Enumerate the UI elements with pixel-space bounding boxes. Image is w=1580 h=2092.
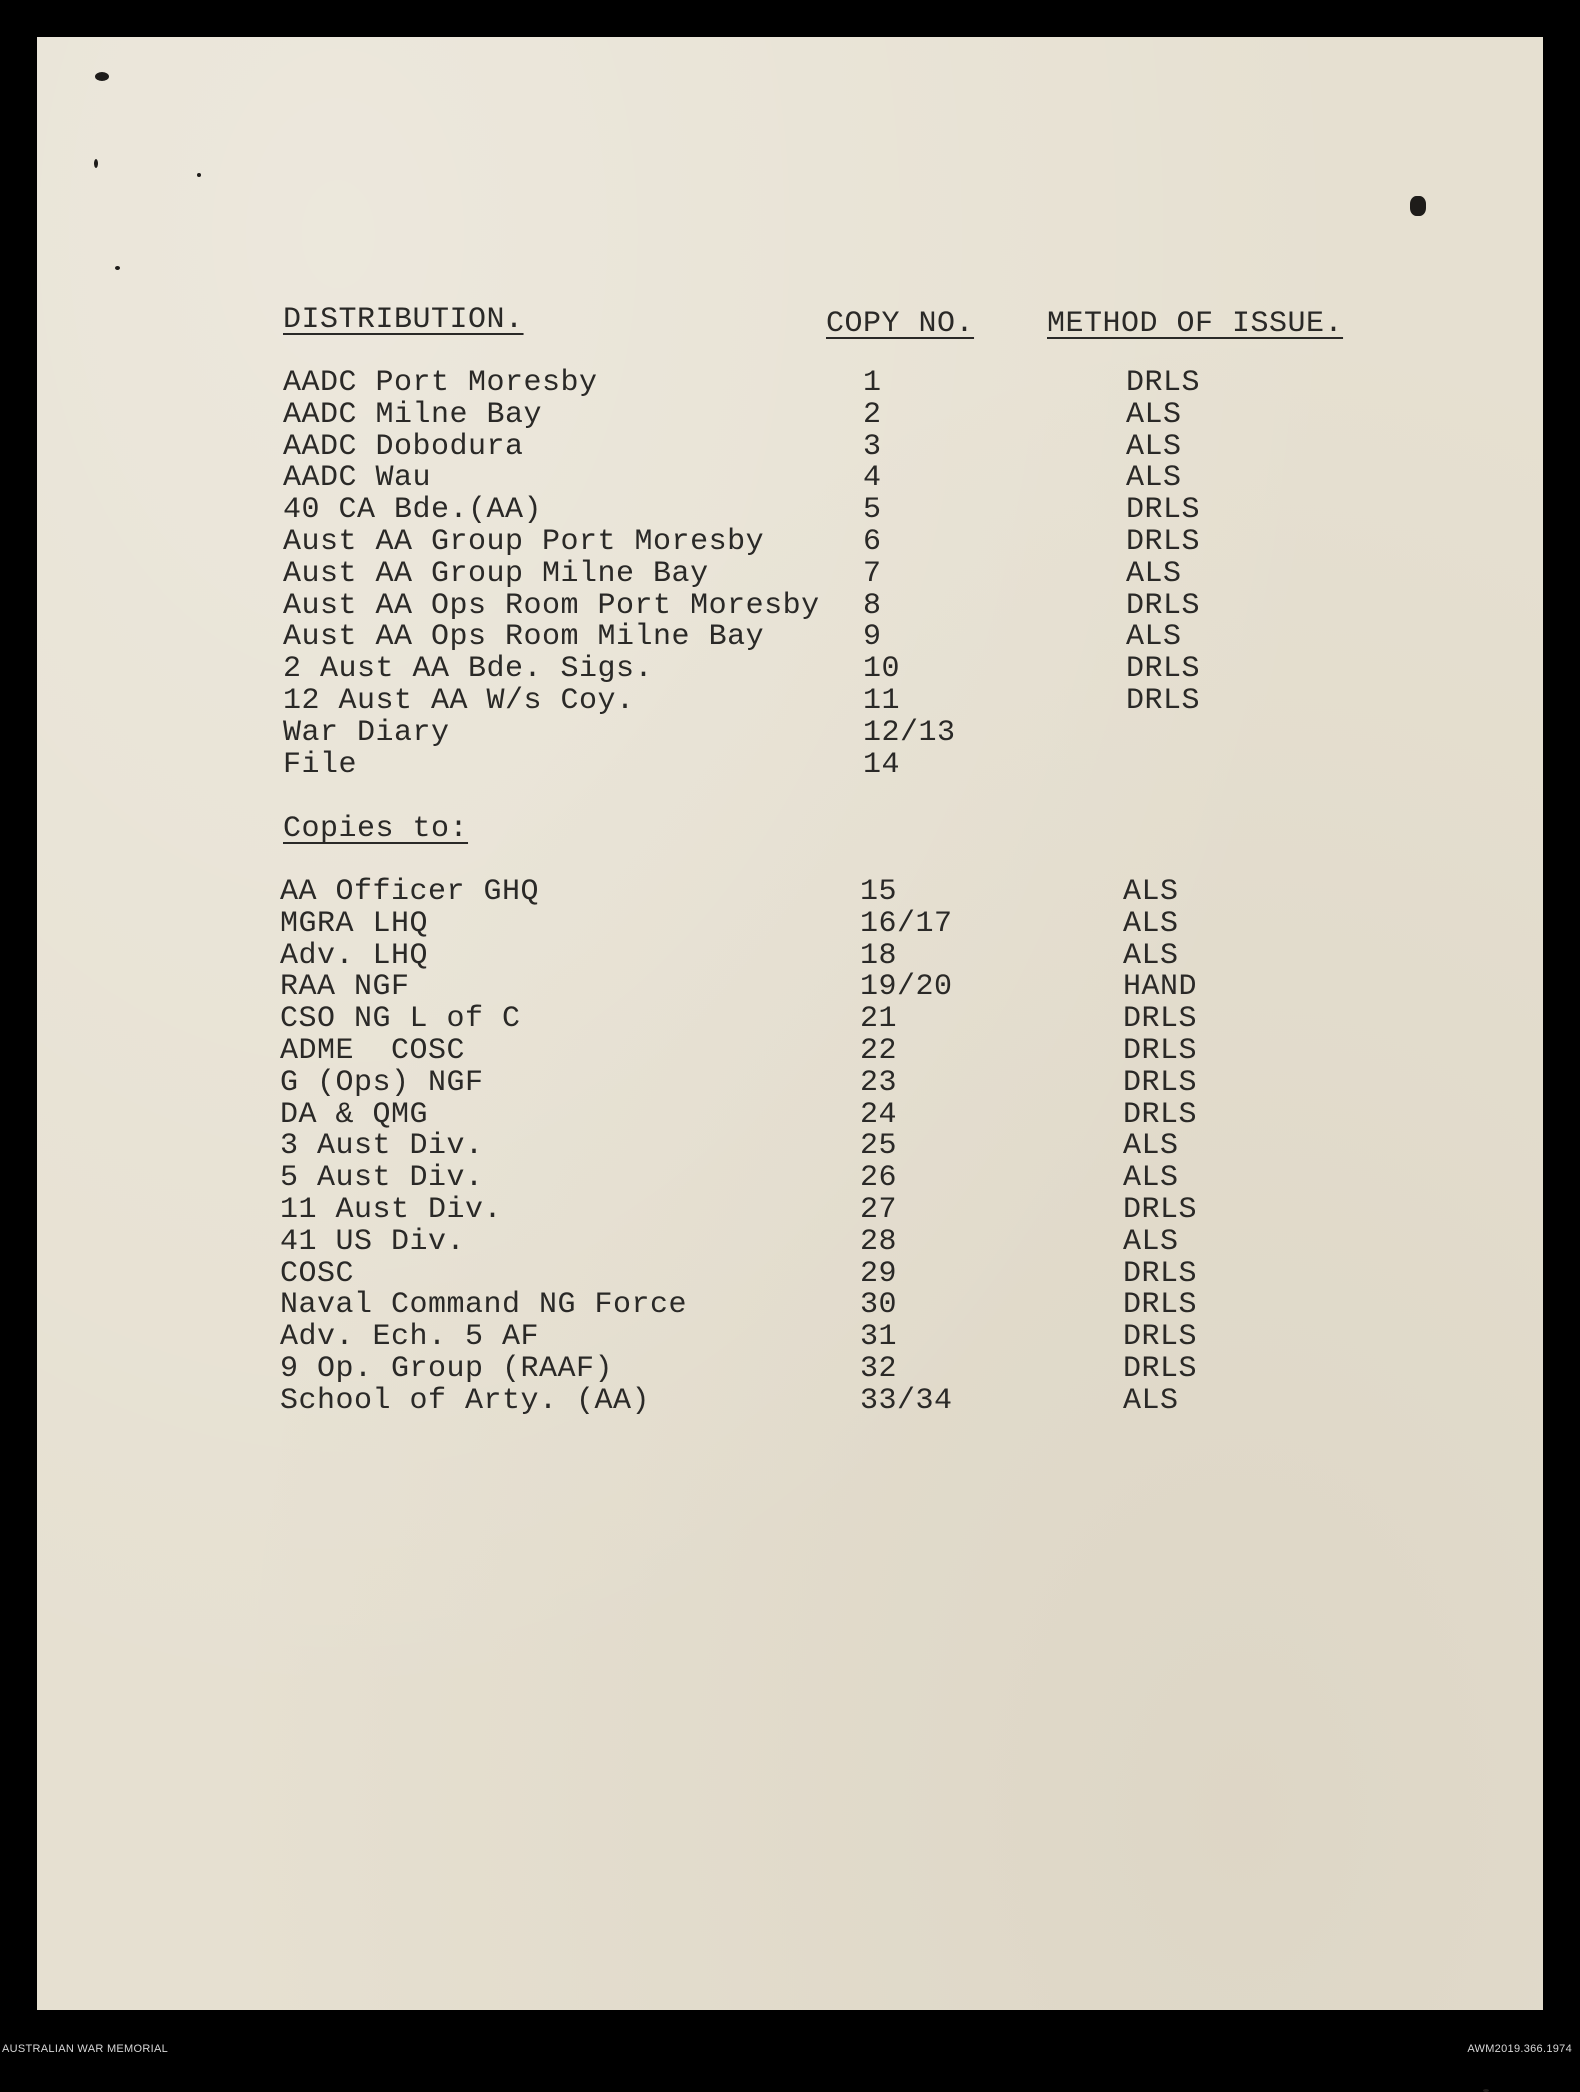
recipient-name: AADC Dobodura [283,429,524,464]
copy-number: 19/20 [860,970,953,1005]
issue-method: ALS [1123,906,1179,941]
recipient-name: Adv. LHQ [280,938,429,973]
issue-method: ALS [1126,429,1182,464]
recipient-name: 2 Aust AA Bde. Sigs. [283,652,654,687]
issue-method: DRLS [1126,524,1201,559]
recipient-name: 5 Aust Div. [280,1161,484,1196]
list-item [280,906,1280,941]
recipient-name: 41 US Div. [280,1224,466,1259]
issue-method: ALS [1126,461,1182,496]
issue-method: ALS [1123,875,1179,909]
copy-number: 18 [860,938,898,973]
staple-mark [95,72,109,81]
list-item [280,938,1280,973]
recipient-name: File [283,747,358,782]
list-item [280,1065,1280,1100]
issue-method: DRLS [1123,1351,1198,1386]
copy-number: 12/13 [863,715,956,750]
recipient-name: CSO NG L of C [280,1002,521,1037]
list-item [280,1192,1280,1227]
issue-method: DRLS [1126,683,1201,718]
copy-number: 2 [863,397,882,432]
punch-mark [1410,196,1426,216]
list-item [283,495,1283,527]
list-item [280,1322,1280,1354]
list-item [283,397,1283,432]
copy-number: 4 [863,461,882,496]
issue-method: ALS [1123,1161,1179,1196]
copy-number: 24 [860,1097,898,1132]
recipient-name: ADME COSC [280,1033,466,1068]
issue-method: HAND [1123,970,1198,1005]
issue-method: DRLS [1126,652,1201,687]
list-item [283,588,1283,623]
recipient-name: G (Ops) NGF [280,1065,484,1100]
list-item [280,1383,1280,1418]
copies-to-list [280,877,1280,1418]
recipient-name: School of Arty. (AA) [280,1383,651,1418]
list-item [283,747,1283,782]
list-item [280,1163,1280,1195]
list-item [283,556,1283,591]
list-item [280,1351,1280,1386]
issue-method: ALS [1123,1224,1179,1259]
copy-number: 25 [860,1129,898,1164]
recipient-name: Aust AA Ops Room Port Moresby [283,588,820,623]
issue-method: ALS [1123,1129,1179,1164]
copy-number: 23 [860,1065,898,1100]
issue-method: DRLS [1123,1288,1198,1323]
copy-number: 5 [863,493,882,528]
staple-mark [94,159,98,168]
recipient-name: 9 Op. Group (RAAF) [280,1351,614,1386]
issue-method: ALS [1126,620,1182,655]
recipient-name: Aust AA Group Milne Bay [283,556,709,591]
recipient-name: DA & QMG [280,1097,429,1132]
list-item [280,1290,1280,1322]
recipient-name: Aust AA Ops Room Milne Bay [283,620,765,655]
copy-number: 22 [860,1033,898,1068]
recipient-name: 12 Aust AA W/s Coy. [283,683,635,718]
recipient-name: 3 Aust Div. [280,1129,484,1164]
footer-accession-number: AWM2019.366.1974 [1467,2043,1572,2055]
list-item [280,1097,1280,1132]
copy-number: 1 [863,366,882,400]
issue-method: DRLS [1126,493,1201,528]
staple-mark [115,266,120,270]
copy-number: 10 [863,652,901,687]
header-copy-no: COPY NO. [826,307,975,341]
recipient-name: RAA NGF [280,970,410,1005]
copy-number: 28 [860,1224,898,1259]
issue-method: DRLS [1123,1320,1198,1355]
copy-number: 11 [863,683,901,718]
copy-number: 27 [860,1192,898,1227]
issue-method: DRLS [1123,1256,1198,1291]
recipient-name: MGRA LHQ [280,906,429,941]
list-item [283,654,1283,686]
copies-to-heading: Copies to: [283,812,469,846]
list-item [283,622,1283,654]
issue-method: DRLS [1123,1033,1198,1068]
copy-number: 32 [860,1351,898,1386]
issue-method: DRLS [1123,1002,1198,1037]
recipient-name: AADC Port Moresby [283,366,598,400]
list-item [280,1256,1280,1291]
list-item [283,683,1283,718]
list-item [280,1131,1280,1163]
list-item [280,877,1280,909]
issue-method: DRLS [1123,1192,1198,1227]
list-item [283,524,1283,559]
copy-number: 33/34 [860,1383,953,1418]
issue-method: DRLS [1126,588,1201,623]
issue-method: DRLS [1123,1065,1198,1100]
recipient-name: Aust AA Group Port Moresby [283,524,765,559]
recipient-name: AADC Wau [283,461,432,496]
recipient-name: 40 CA Bde.(AA) [283,493,543,528]
list-item [280,1224,1280,1259]
copy-number: 26 [860,1161,898,1196]
recipient-name: AADC Milne Bay [283,397,543,432]
copy-number: 15 [860,875,898,909]
issue-method: ALS [1126,397,1182,432]
copy-number: 31 [860,1320,898,1355]
copy-number: 6 [863,524,882,559]
copy-number: 14 [863,747,901,782]
copy-number: 16/17 [860,906,953,941]
recipient-name: Adv. Ech. 5 AF [280,1320,540,1355]
header-distribution: DISTRIBUTION. [283,303,524,337]
recipient-name: COSC [280,1256,355,1291]
copy-number: 30 [860,1288,898,1323]
recipient-name: 11 Aust Div. [280,1192,503,1227]
list-item [280,1004,1280,1036]
header-method-of-issue: METHOD OF ISSUE. [1047,307,1344,341]
copy-number: 29 [860,1256,898,1291]
list-item [283,715,1283,750]
issue-method: DRLS [1123,1097,1198,1132]
recipient-name: Naval Command NG Force [280,1288,688,1323]
issue-method: DRLS [1126,366,1201,400]
staple-mark [197,173,201,177]
issue-method: ALS [1123,938,1179,973]
list-item [280,1033,1280,1068]
copy-number: 7 [863,556,882,591]
recipient-name: AA Officer GHQ [280,875,540,909]
recipient-name: War Diary [283,715,450,750]
footer-institution: AUSTRALIAN WAR MEMORIAL [2,2043,169,2055]
copy-number: 8 [863,588,882,623]
copy-number: 9 [863,620,882,655]
list-item [283,463,1283,495]
list-item [283,368,1283,400]
issue-method: ALS [1126,556,1182,591]
copy-number: 21 [860,1002,898,1037]
issue-method: ALS [1123,1383,1179,1418]
copy-number: 3 [863,429,882,464]
list-item [280,972,1280,1004]
distribution-list [283,368,1283,781]
list-item [283,429,1283,464]
